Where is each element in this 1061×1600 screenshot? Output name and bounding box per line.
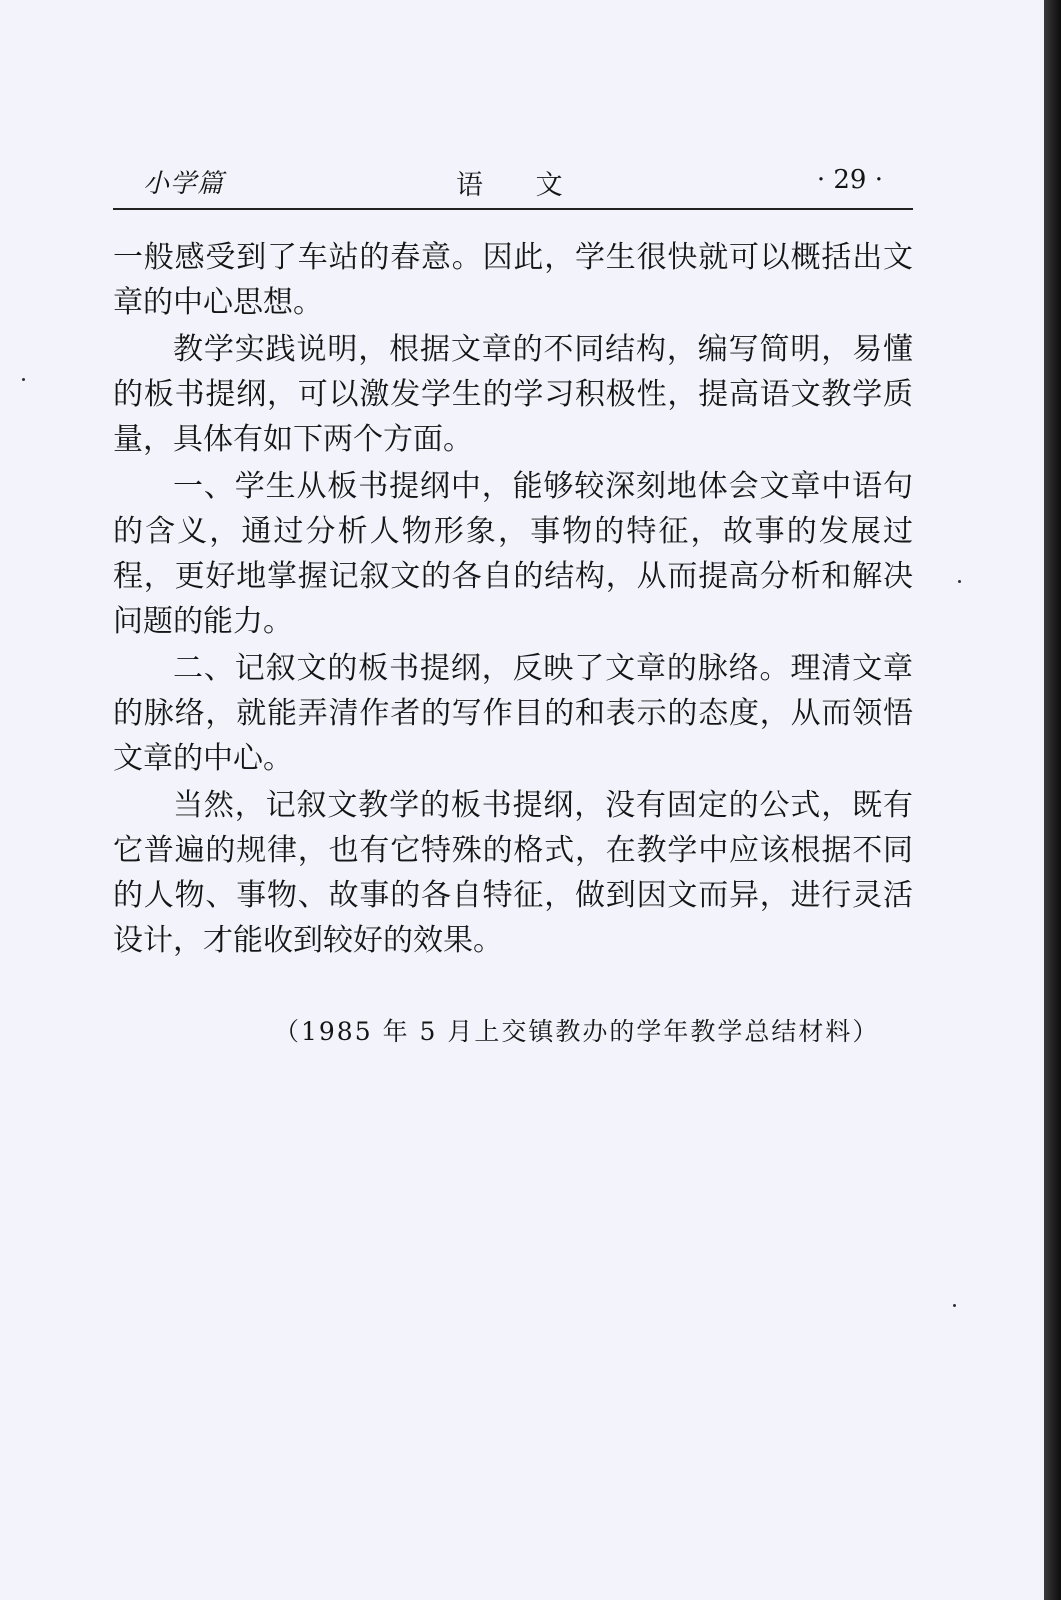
header-section-title: 小学篇 bbox=[143, 169, 225, 199]
paragraph-conclusion: 当然，记叙文教学的板书提纲，没有固定的公式，既有它普遍的规律，也有它特殊的格式，在教学中应该根据不同的人物、事物、故事的各自特征，做到因文而异，进行灵活设计，才能收到较好的效果。 bbox=[113, 788, 913, 958]
paragraph-point-two: 二、记叙文的板书提纲，反映了文章的脉络。理清文章的脉络，就能弄清作者的写作目的和表示的态度，从而领悟文章的中心。 bbox=[113, 651, 913, 776]
paragraph-point-one: 一、学生从板书提纲中，能够较深刻地体会文章中语句的含义，通过分析人物形象，事物的特征，故事的发展过程，更好地掌握记叙文的各自的结构，从而提高分析和解决问题的能力。 bbox=[113, 469, 913, 639]
scan-speck bbox=[22, 378, 25, 381]
header-subject: 语 文 bbox=[456, 170, 585, 201]
paragraph-continuation: 一般感受到了车站的春意。因此，学生很快就可以概括出文章的中心思想。 bbox=[113, 240, 913, 320]
page-number: · 29 · bbox=[816, 165, 883, 195]
source-note: （1985 年 5 月上交镇教办的学年教学总结材料） bbox=[274, 1017, 880, 1046]
scan-speck bbox=[958, 580, 961, 583]
scan-speck bbox=[953, 1304, 956, 1307]
header-divider bbox=[113, 208, 913, 210]
paragraph-teaching-practice: 教学实践说明，根据文章的不同结构，编写简明，易懂的板书提纲，可以激发学生的学习积极性，提高语文教学质量，具体有如下两个方面。 bbox=[113, 332, 913, 457]
page-header bbox=[113, 163, 913, 213]
scan-edge-shadow bbox=[1044, 0, 1061, 1600]
body-text bbox=[113, 235, 913, 965]
